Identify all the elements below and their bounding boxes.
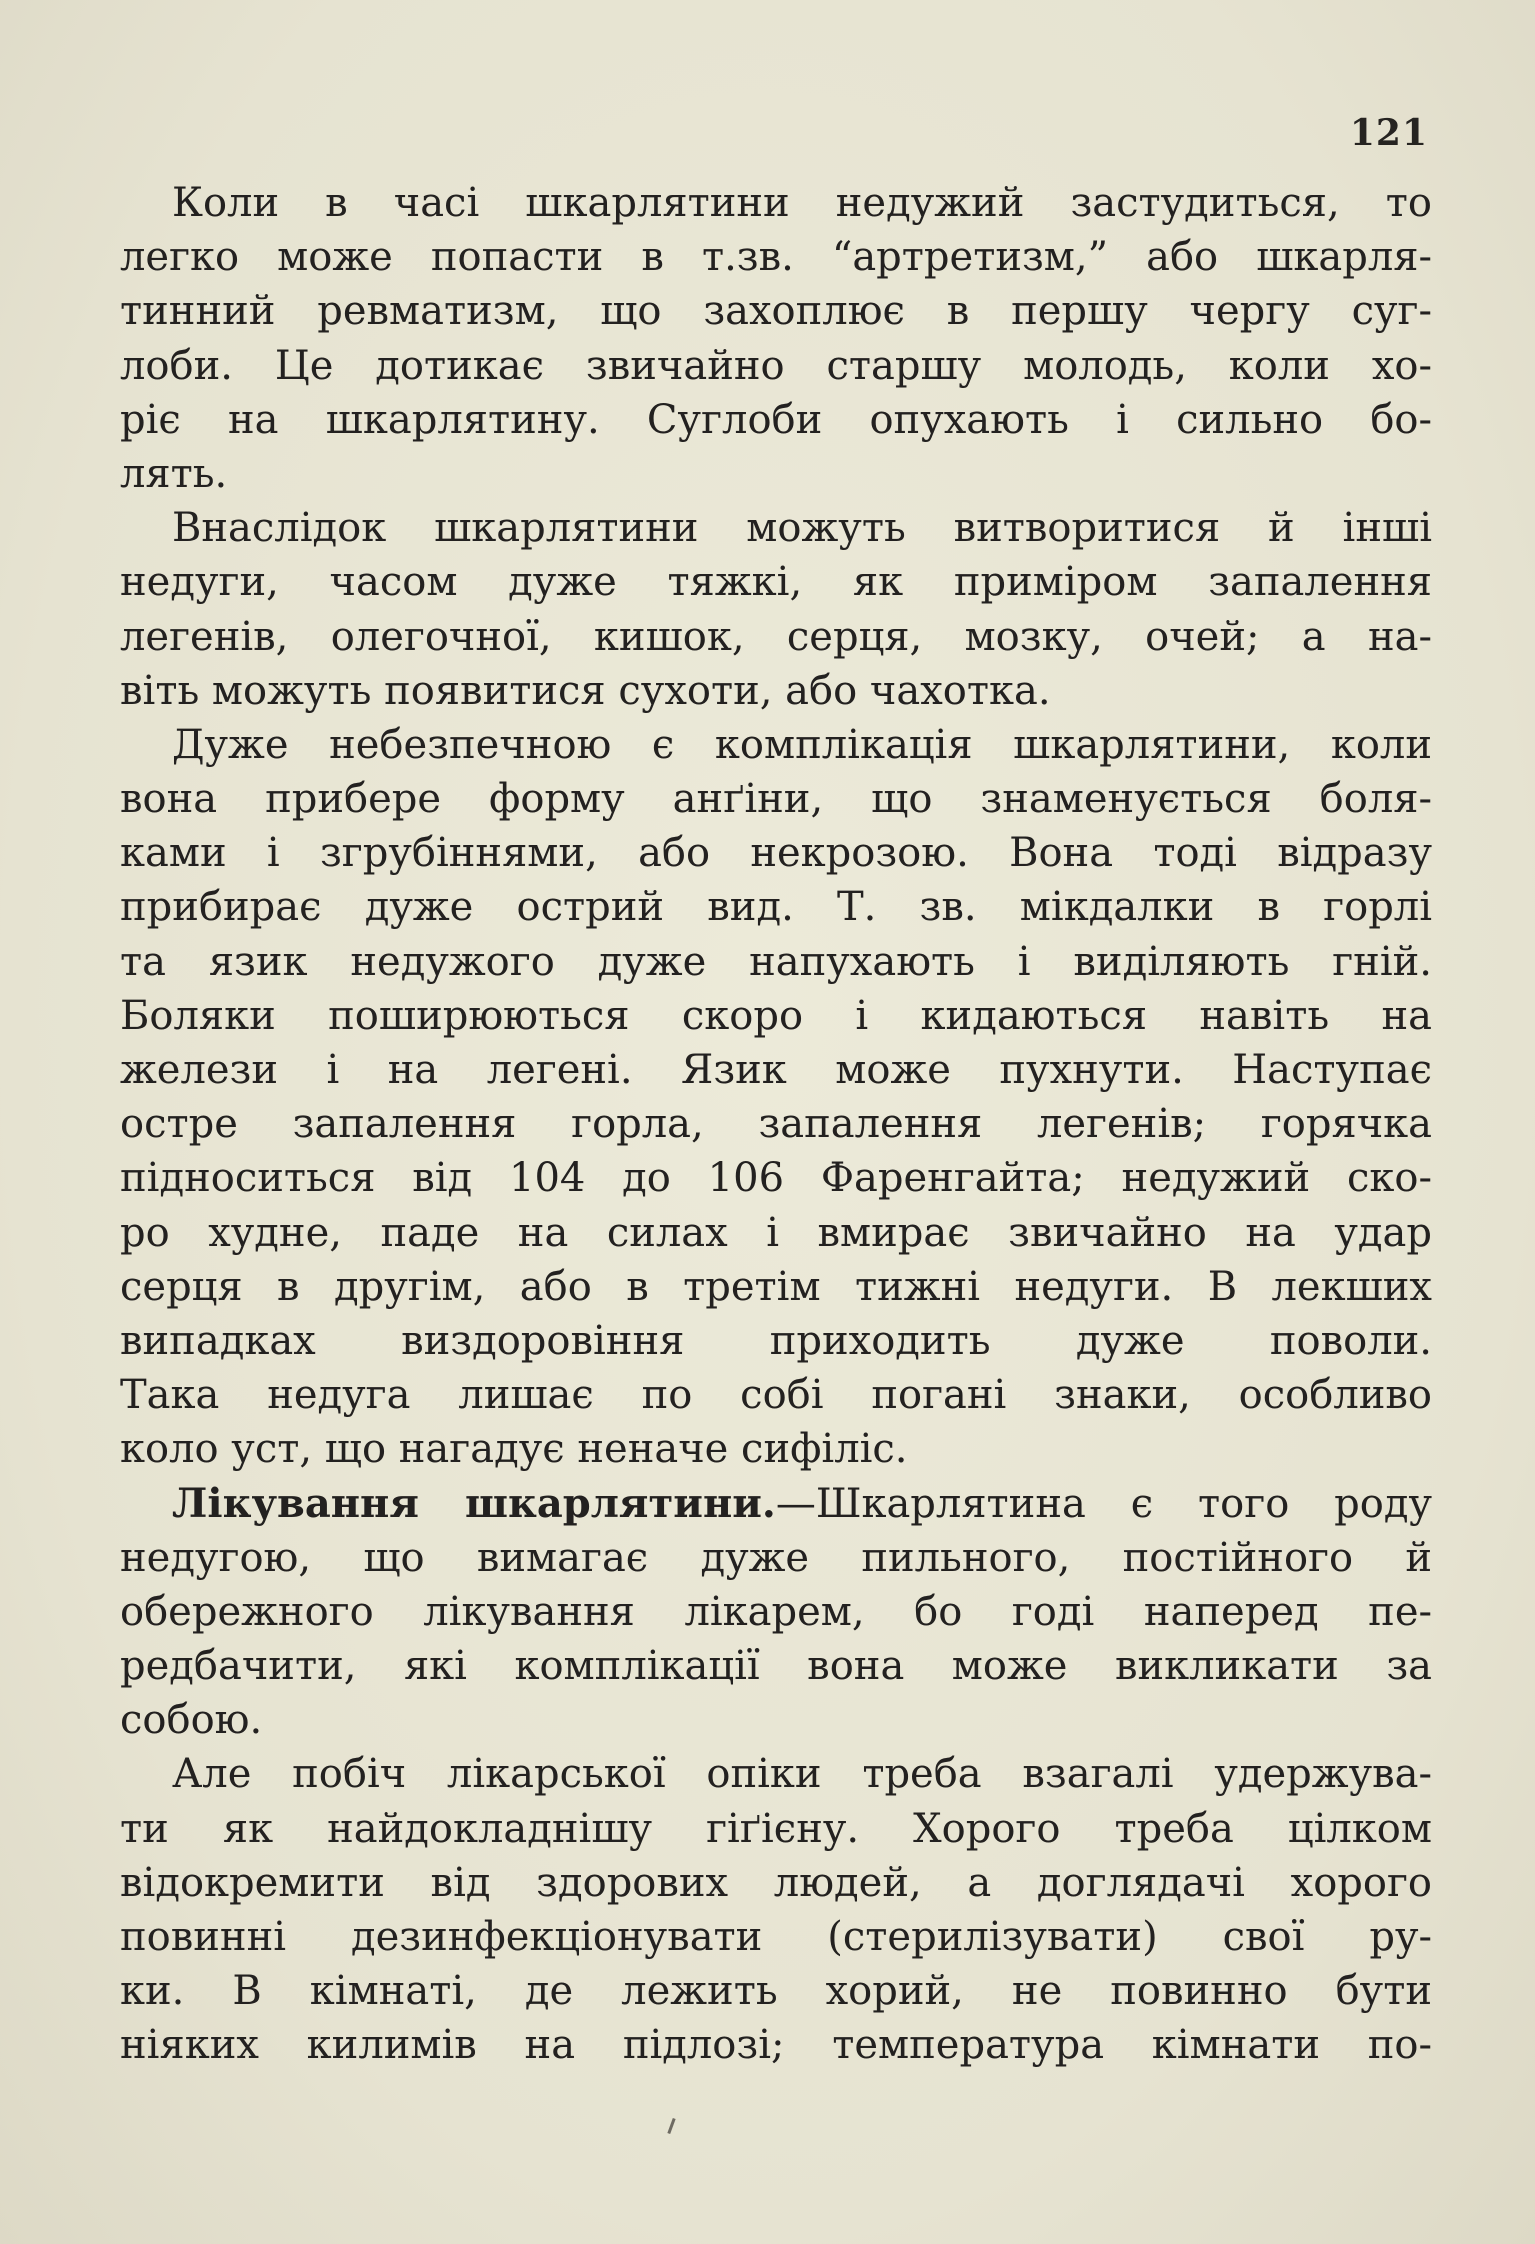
text-line: легенів, олегочної, кишок, серця, мозку, очей; а на- — [120, 613, 1432, 660]
text-line: ками і згрубіннями, або некрозою. Вона тоді відразу — [120, 830, 1432, 877]
text-line: недугою, що вимагає дуже пильного, постійного й — [120, 1534, 1432, 1581]
text-line: повинні дезинфекціонувати (стерилізувати) свої ру- — [120, 1914, 1432, 1960]
text-line: підноситься від 104 до 106 Фаренгайта; недужий ско- — [120, 1155, 1432, 1202]
text-line: віть можуть появитися сухоти, або чахотка. — [120, 667, 1051, 714]
text-line: відокремити від здорових людей, а доглядачі хорого — [120, 1859, 1432, 1906]
text-line: Дуже небезпечною є комплікація шкарлятини, коли — [172, 721, 1432, 768]
text-line: ріє на шкарлятину. Суглоби опухають і сильно бо- — [120, 396, 1432, 443]
text-line: Боляки поширюються скоро і кидаються навіть на — [120, 992, 1432, 1039]
text-line: серця в другім, або в третім тижні недуги. В лекших — [120, 1263, 1432, 1310]
paragraph-angina — [120, 718, 1432, 1477]
text-line: тинний ревматизм, що захоплює в першу чергу суг- — [120, 288, 1432, 335]
text-line: недуги, часом дуже тяжкі, як приміром запалення — [120, 559, 1432, 606]
text-line: лоби. Це дотикає звичайно старшу молодь, коли хо- — [120, 342, 1432, 389]
text-line: ки. В кімнаті, де лежить хорий, не повинно бути — [120, 1968, 1432, 2015]
text-line: вона прибере форму анґіни, що знаменується боля- — [120, 776, 1432, 823]
text-line: желези і на легені. Язик може пухнути. Наступає — [120, 1047, 1432, 1093]
text-line: Така недуга лишає по собі погані знаки, особливо — [120, 1372, 1432, 1419]
text-line: Внаслідок шкарлятини можуть витворитися й інші — [172, 505, 1432, 552]
page-body — [120, 176, 1432, 2073]
text-line: коло уст, що нагадує неначе сифіліс. — [120, 1426, 908, 1473]
text-line: легко може попасти в т.зв. “артретизм,” або шкарля- — [120, 234, 1432, 281]
text-line: редбачити, які комплікації вона може викликати за — [120, 1643, 1432, 1690]
text-line: остре запалення горла, запалення легенів; горячка — [120, 1101, 1432, 1148]
text-line: лять. — [120, 450, 228, 497]
ink-speck — [667, 2118, 675, 2134]
text-line: собою. — [120, 1697, 263, 1744]
paragraph-hygiene — [120, 1747, 1432, 2072]
page-number: 121 — [1349, 112, 1428, 154]
text-line: ти як найдокладнішу гіґієну. Хорого треба цілком — [120, 1805, 1432, 1852]
text-line: ніяких килимів на підлозі; температура кімнати по- — [120, 2022, 1432, 2069]
heading-continuation: —Шкарлятина є того роду — [775, 1480, 1433, 1527]
text-line: випадках виздоровіння приходить дуже поволи. — [120, 1317, 1432, 1364]
paragraph-treatment — [120, 1477, 1432, 1748]
section-heading: Лікування шкарлятини. — [172, 1479, 776, 1527]
paragraph-complications — [120, 501, 1432, 718]
text-line: обережного лікування лікарем, бо годі наперед пе- — [120, 1588, 1432, 1635]
text-line: Коли в часі шкарлятини недужий застудиться, то — [172, 180, 1432, 226]
text-line — [120, 1477, 1432, 1531]
text-line: прибирає дуже острий вид. Т. зв. мікдалки в горлі — [120, 884, 1432, 931]
text-line: та язик недужого дуже напухають і виділяють гній. — [120, 938, 1432, 985]
paragraph-arthritis — [120, 176, 1432, 501]
text-line: Але побіч лікарської опіки треба взагалі удержува- — [172, 1751, 1432, 1798]
text-line: ро худне, паде на силах і вмирає звичайно на удар — [120, 1209, 1432, 1256]
